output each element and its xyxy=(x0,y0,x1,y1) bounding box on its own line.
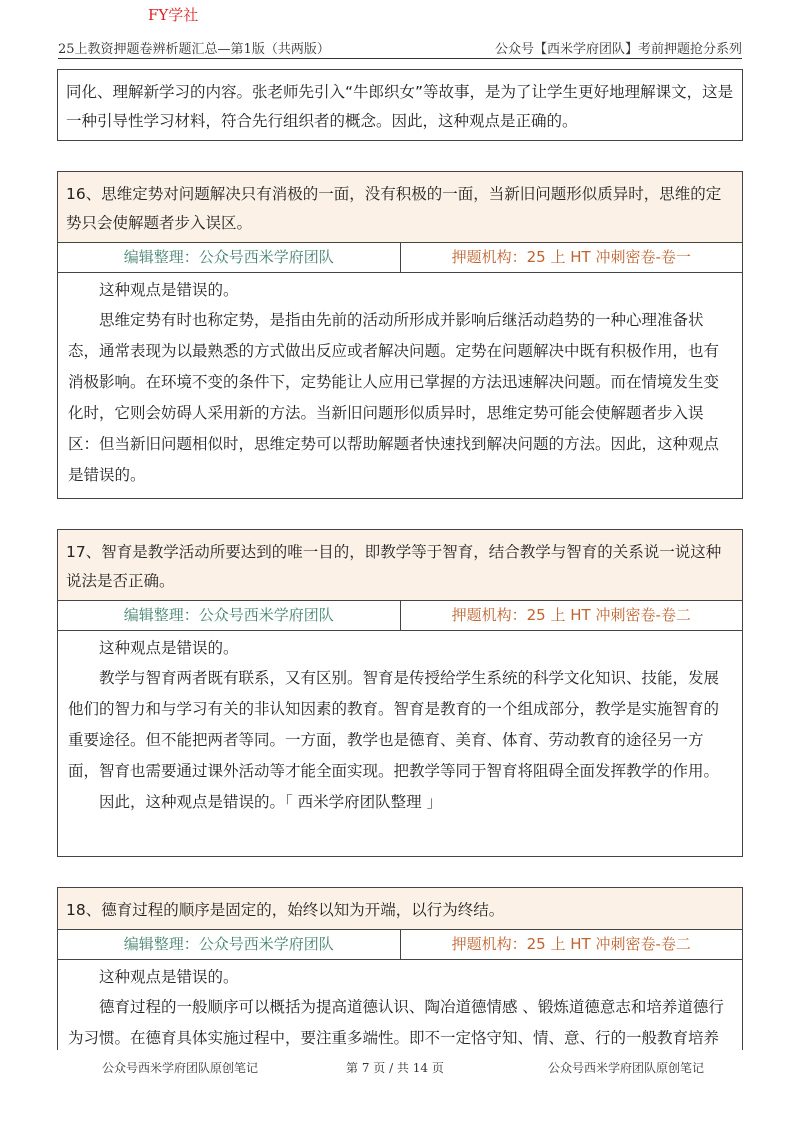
question-text: 18、德育过程的顺序是固定的，始终以知为开端，以行为终结。 xyxy=(58,888,742,930)
answer-conclusion: 因此，这种观点是错误的。「 西米学府团队整理 」 xyxy=(99,793,443,811)
page-footer xyxy=(0,1059,800,1079)
header-right: 公众号【西米学府团队】考前押题抢分系列 xyxy=(494,42,742,57)
footer-left: 公众号西米学府团队原创笔记 xyxy=(102,1061,259,1075)
answer-verdict: 这种观点是错误的。 xyxy=(99,639,239,657)
question-block-18 xyxy=(57,887,743,1050)
question-text: 17、智育是教学活动所要达到的唯一目的，即教学等于智育，结合教学与智育的关系说一说这种说法是否正确。 xyxy=(58,530,742,601)
footer-right: 公众号西米学府团队原创笔记 xyxy=(548,1061,705,1075)
editor-label: 编辑整理：公众号西米学府团队 xyxy=(58,930,401,959)
question-block-16 xyxy=(57,171,743,499)
answer xyxy=(58,960,742,1060)
answer-paragraph: 教学与智育两者既有联系，又有区别。智育是传授给学生系统的科学文化知识、技能，发展他们的智力和与学习有关的非认知因素的教育。智育是教育的一个组成部分，教学是实施智育的重要途径。但不能把两者等同。一方面，教学也是德育、美育、体育、劳动教育的途径另一方面，智育也需要通过课外活动等才能全面实现。把教学等同于智育将阻碍全面发挥教学的作用。 xyxy=(68,669,720,780)
source-label: 押题机构：25 上 HT 冲刺密卷-卷二 xyxy=(451,935,691,953)
answer-paragraph: 思维定势有时也称定势，是指由先前的活动所形成并影响后继活动趋势的一种心理准备状态，通常表现为以最熟悉的方式做出反应或者解决问题。定势在问题解决中既有积极作用，也有消极影响。在环境不变的条件下，定势能让人应用已掌握的方法迅速解决问题。而在情境发生变化时，它则会妨碍人采用新的方法。当新旧问题形似质异时，思维定势可能会使解题者步入误区：但当新旧问题相似时，思维定势可以帮助解题者快速找到解决问题的方法。因此，这种观点是错误的。 xyxy=(68,311,720,484)
question-block-17 xyxy=(57,529,743,857)
editor-label: 编辑整理：公众号西米学府团队 xyxy=(58,243,401,272)
answer xyxy=(58,631,742,824)
source-label: 押题机构：25 上 HT 冲刺密卷-卷一 xyxy=(451,248,691,266)
continuation-box xyxy=(57,69,743,141)
page-header xyxy=(58,36,742,59)
answer xyxy=(58,273,742,497)
page-number: 第 7 页 / 共 14 页 xyxy=(346,1061,444,1075)
question-text: 16、思维定势对问题解决只有消极的一面，没有积极的一面，当新旧问题形似质异时，思维的定势只会使解题者步入误区。 xyxy=(58,172,742,243)
header-left: 25上教资押题卷辨析题汇总—第1版（共两版） xyxy=(58,42,330,57)
meta-row xyxy=(58,930,742,960)
answer-verdict: 这种观点是错误的。 xyxy=(99,968,239,986)
editor-label: 编辑整理：公众号西米学府团队 xyxy=(58,601,401,630)
answer-verdict: 这种观点是错误的。 xyxy=(99,281,239,299)
source-label: 押题机构：25 上 HT 冲刺密卷-卷二 xyxy=(451,606,691,624)
watermark: FY学社 xyxy=(148,6,199,24)
meta-row xyxy=(58,601,742,631)
continuation-text: 同化、理解新学习的内容。张老师先引入“牛郎织女”等故事，是为了让学生更好地理解课文，这是一种引导性学习材料，符合先行组织者的概念。因此，这种观点是正确的。 xyxy=(66,83,734,130)
meta-row xyxy=(58,243,742,273)
answer-paragraph: 德育过程的一般顺序可以概括为提高道德认识、陶冶道德情感 、锻炼道德意志和培养道德行为习惯。在德育具体实施过程中，要注重多端性。即不一定恪守知、情、意、行的一般教育培养 xyxy=(68,998,724,1047)
